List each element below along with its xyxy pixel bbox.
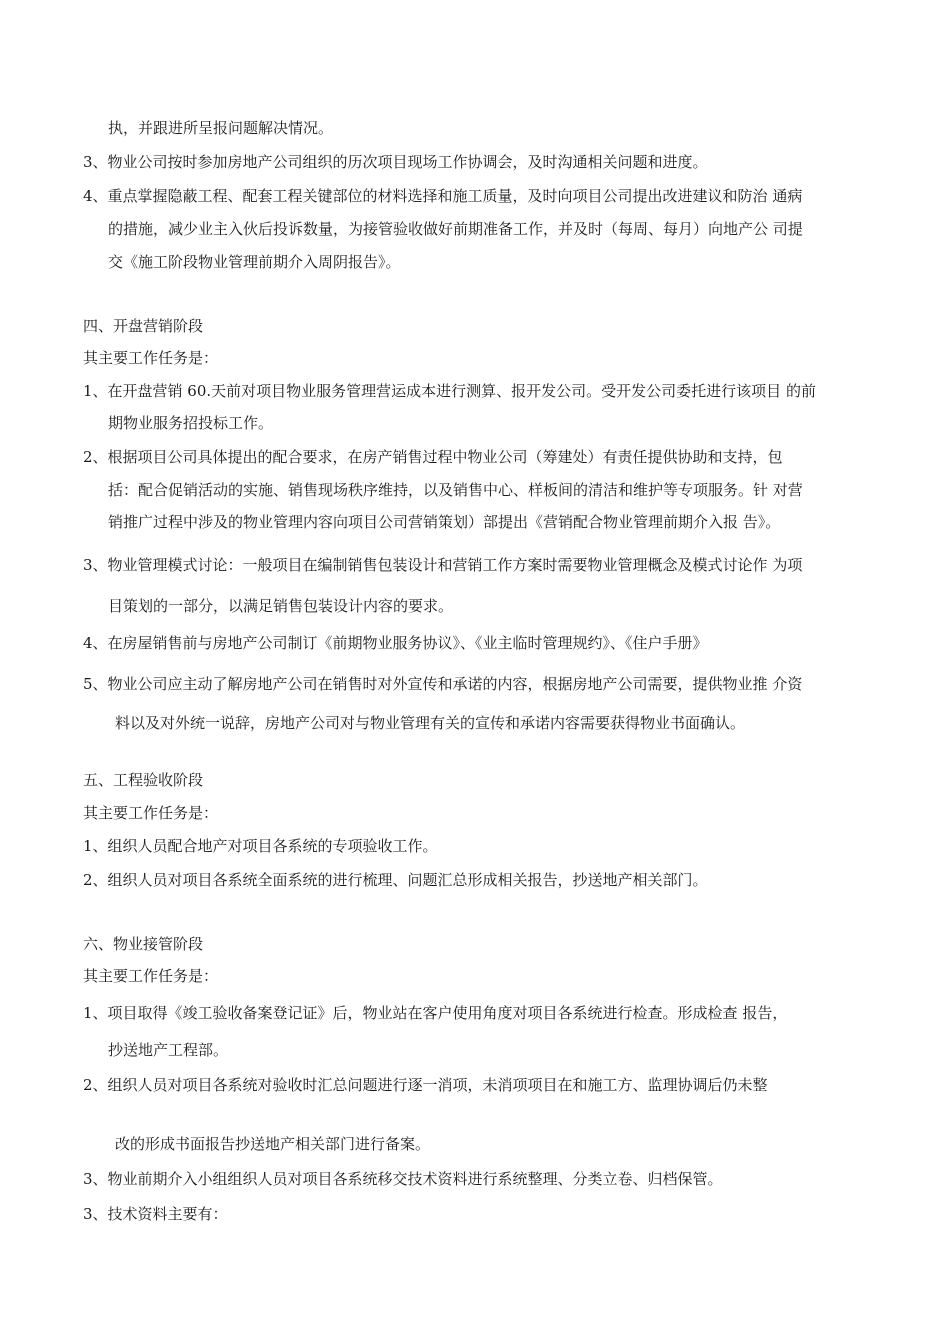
text-line: 销推广过程中涉及的物业管理内容向项目公司营销策划）部提出《营销配合物业管理前期介入报 告》。 (108, 513, 781, 531)
text-line: 1、在开盘营销 60.天前对项目物业服务管理营运成本进行测算、报开发公司。受开发公司委托进行该项目 的前 (83, 382, 816, 400)
text-line: 2、组织人员对项目各系统全面系统的进行梳理、问题汇总形成相关报告，抄送地产相关部门。 (83, 871, 708, 889)
text-line: 目策划的一部分，以满足销售包装设计内容的要求。 (108, 597, 454, 615)
text-line: 2、组织人员对项目各系统对验收时汇总问题进行逐一消项，未消项项目在和施工方、监理协调后仍未整 (83, 1076, 768, 1094)
text-line: 抄送地产工程部。 (108, 1041, 229, 1059)
text-line: 4、重点掌握隐蔽工程、配套工程关键部位的材料选择和施工质量，及时向项目公司提出改进建议和防治 通病 (83, 187, 803, 205)
section-intro: 其主要工作任务是： (83, 804, 219, 822)
section-intro: 其主要工作任务是： (83, 967, 219, 985)
text-line: 3、技术资料主要有： (83, 1205, 228, 1223)
section-heading: 四、开盘营销阶段 (83, 317, 204, 335)
text-line: 改的形成书面报告抄送地产相关部门进行备案。 (115, 1135, 431, 1153)
text-line: 料以及对外统一说辞，房地产公司对与物业管理有关的宣传和承诺内容需要获得物业书面确认。 (115, 714, 746, 732)
text-line: 4、在房屋销售前与房地产公司制订《前期物业服务协议》、《业主临时管理规约》、《住户手册》 (83, 634, 708, 652)
text-line: 3、物业公司按时参加房地产公司组织的历次项目现场工作协调会，及时沟通相关问题和进度。 (83, 153, 708, 171)
text-line: 交《施工阶段物业管理前期介入周阴报告》。 (108, 253, 401, 271)
text-line: 1、项目取得《竣工验收备案登记证》后，物业站在客户使用角度对项目各系统进行检查。形成检查 报告， (83, 1004, 788, 1022)
text-line: 1、组织人员配合地产对项目各系统的专项验收工作。 (83, 837, 438, 855)
text-line: 3、物业前期介入小组组织人员对项目各系统移交技术资料进行系统整理、分类立卷、归档保管。 (83, 1170, 723, 1188)
text-line: 的措施，减少业主入伙后投诉数量，为接管验收做好前期准备工作，并及时（每周、每月）向地产公 司提 (108, 220, 803, 238)
section-heading: 五、工程验收阶段 (83, 771, 204, 789)
text-line: 2、根据项目公司具体提出的配合要求，在房产销售过程中物业公司（筹建处）有责任提供协助和支持，包 (83, 448, 783, 466)
section-intro: 其主要工作任务是： (83, 349, 219, 367)
text-line: 期物业服务招投标工作。 (108, 414, 274, 432)
section-heading: 六、物业接管阶段 (83, 935, 204, 953)
text-line: 执，并跟进所呈报问题解决情况。 (108, 119, 334, 137)
text-line: 5、物业公司应主动了解房地产公司在销售时对外宣传和承诺的内容，根据房地产公司需要，提供物业推 介资 (83, 675, 803, 693)
text-line: 括：配合促销活动的实施、销售现场秩序维持，以及销售中心、样板间的清洁和维护等专项服务。针 对营 (108, 481, 803, 499)
text-line: 3、物业管理模式讨论：一般项目在编制销售包装设计和营销工作方案时需要物业管理概念及模式讨论作 为项 (83, 556, 803, 574)
